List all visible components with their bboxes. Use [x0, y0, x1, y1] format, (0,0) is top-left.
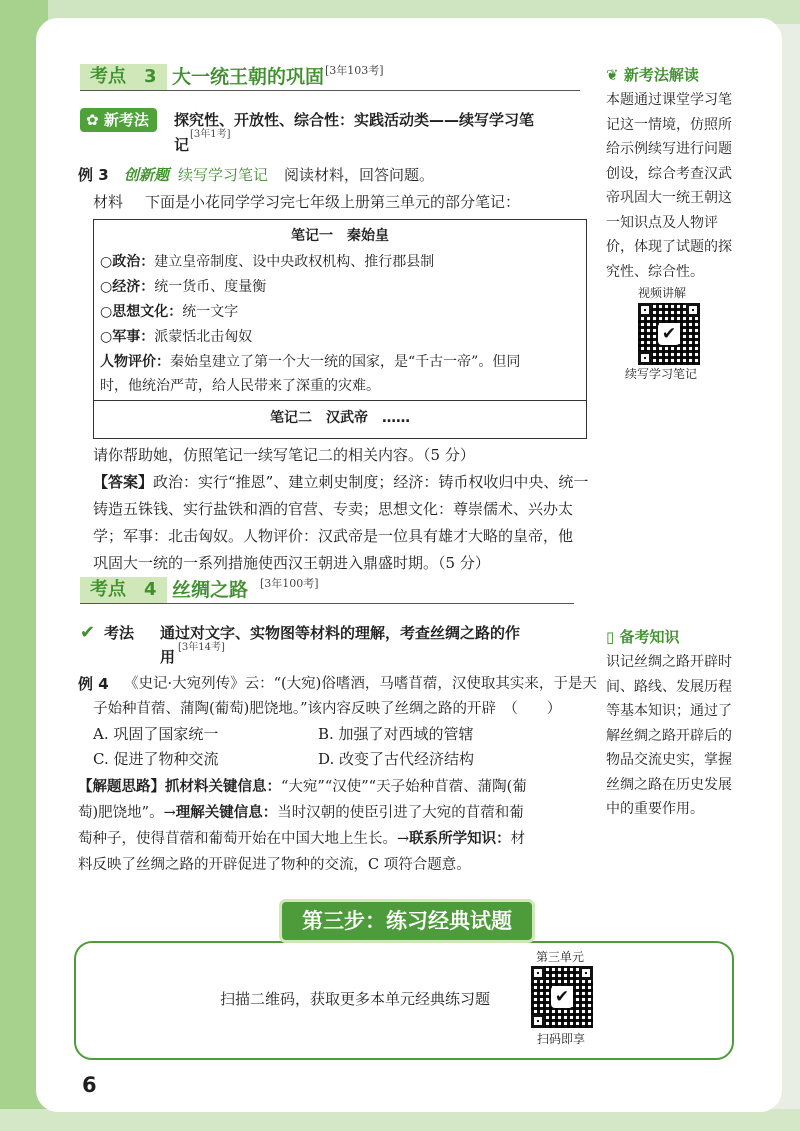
- note-row-politics: [100, 250, 434, 274]
- method-line2: 用: [160, 648, 176, 666]
- sidebar-text-1: 本题通过课堂学习笔记这一情境，仿照所给示例续写进行问题创设，综合考查汉武帝巩固大一统王朝这一知识点及人物评价，体现了试题的探究性、综合性。: [606, 92, 732, 280]
- notes-table: [93, 219, 587, 439]
- section-3-tag-text: 考点: [90, 66, 126, 87]
- solution-4-key1: 抓材料关键信息：: [165, 779, 281, 795]
- qr-corner: [638, 303, 652, 317]
- practice-qr-code[interactable]: [531, 966, 593, 1028]
- note-row-economy-key: ○经济：: [100, 279, 155, 295]
- new-method-line1: 探究性、开放性、综合性：实践活动类——续写学习笔: [174, 111, 535, 129]
- note-eval-line1: [100, 350, 520, 374]
- note-eval-text1: 秦始皇建立了第一个大一统的国家，是“千古一帝”。但同: [170, 354, 521, 370]
- check-icon: ✔: [80, 622, 96, 643]
- option-a: A. 巩固了国家统一: [93, 725, 219, 743]
- example-3-prompt: 阅读材料，回答问题。: [284, 166, 435, 184]
- solution-4-line3: [78, 827, 525, 851]
- page-number: 6: [82, 1073, 97, 1097]
- step-3-banner: 第三步：练习经典试题: [282, 902, 532, 940]
- note-1-title: 笔记一 秦始皇: [291, 228, 389, 244]
- section-3-tag: [80, 64, 167, 90]
- frame-bottom: [0, 1109, 800, 1131]
- example-3-tag: 创新题: [124, 166, 170, 184]
- solution-4-text1: “大宛”“汉使”“天子始种苜蓿、蒲陶(葡: [281, 779, 527, 795]
- checkmark-icon: ✔: [551, 986, 573, 1008]
- solution-4-line4: 料反映了丝绸之路的开辟促进了物种的交流，C 项符合题意。: [78, 857, 471, 873]
- new-method-badge: [80, 108, 157, 132]
- section-3-header: [80, 64, 580, 91]
- new-method-line2: 记: [174, 136, 190, 154]
- section-3-title: 大一统王朝的巩固: [172, 66, 325, 88]
- note-row-culture-val: 统一文字: [182, 304, 239, 320]
- notes-divider: [94, 400, 586, 401]
- solution-4-label: 【解题思路】: [78, 779, 165, 795]
- unit-label: 第三单元: [536, 950, 585, 964]
- section-3-sup: [3年103考]: [325, 64, 384, 77]
- note-row-culture: [100, 300, 238, 324]
- option-c: C. 促进了物种交流: [93, 750, 219, 768]
- example-4-label: 例 4: [78, 675, 109, 693]
- sidebar-title-1-text: 新考法解读: [623, 66, 699, 84]
- solution-4-key3: 联系所学知识：: [409, 831, 511, 847]
- solution-4-text2a: 萄)肥饶地”。→: [78, 805, 176, 821]
- answer-3-line3: 学；军事：北击匈奴。人物评价：汉武帝是一位具有雄才大略的皇帝，他: [93, 527, 574, 545]
- section-4-header: [80, 577, 574, 604]
- note-eval-key: 人物评价：: [100, 354, 170, 370]
- example-4-line2: 子始种苜蓿、蒲陶(葡萄)肥饶地。”该内容反映了丝绸之路的开辟 （ ）: [93, 701, 562, 717]
- scan-caption: 扫码即享: [537, 1032, 586, 1046]
- sidebar-title-1: [606, 64, 699, 85]
- sidebar-title-2-text: 备考知识: [619, 628, 680, 646]
- example-4-line1: 《史记·大宛列传》云：“(大宛)俗嗜酒，马嗜苜蓿，汉使取其实来，于是天: [124, 676, 597, 692]
- answer-3-line4: 巩固大一统的一系列措施使西汉王朝进入鼎盛时期。（5 分）: [93, 554, 490, 572]
- answer-3-label: 【答案】: [93, 473, 154, 491]
- qr-corner: [579, 966, 593, 980]
- note-row-military-key: ○军事：: [100, 329, 155, 345]
- material-text: 下面是小花同学学习完七年级上册第三单元的部分笔记：: [145, 193, 521, 211]
- note-row-politics-val: 建立皇帝制度、设中央政权机构、推行郡县制: [154, 254, 435, 270]
- solution-4-key2: 理解关键信息：: [175, 805, 278, 821]
- section-3-number: 3: [144, 66, 157, 87]
- answer-3-text1: 政治：实行“推恩”、建立刺史制度；经济：铸币权收归中央、统一: [153, 473, 589, 491]
- section-4-tag-text: 考点: [90, 579, 126, 600]
- solution-4-text3a: 萄种子，使得苜蓿和葡萄开始在中国大地上生长。→: [78, 831, 410, 847]
- qr-corner: [686, 303, 700, 317]
- option-d: D. 改变了古代经济结构: [318, 750, 475, 768]
- section-4-sup: [3年100考]: [260, 577, 319, 590]
- note-row-culture-key: ○思想文化：: [100, 304, 183, 320]
- solution-4-text2b: 当时汉朝的使臣引进了大宛的苜蓿和葡: [277, 805, 524, 821]
- section-4-number: 4: [144, 579, 157, 600]
- note-row-economy: [100, 275, 266, 299]
- video-qr-code[interactable]: [638, 303, 700, 365]
- method-sup: [3年14考]: [178, 642, 225, 653]
- qr-corner: [531, 966, 545, 980]
- video-label: 视频讲解: [638, 286, 687, 300]
- answer-3-line1: [93, 470, 588, 494]
- leaf-icon: ❦: [606, 66, 619, 84]
- new-method-badge-label: 新考法: [103, 111, 149, 129]
- scan-text: 扫描二维码，获取更多本单元经典练习题: [220, 990, 491, 1008]
- solution-4-line2: [78, 801, 524, 825]
- qr-corner: [531, 1014, 545, 1028]
- method-line1: 通过对文字、实物图等材料的理解，考查丝绸之路的作: [160, 624, 521, 642]
- section-4-title: 丝绸之路: [172, 579, 249, 601]
- book-icon: ▯: [606, 628, 615, 646]
- option-b: B. 加强了对西域的管辖: [318, 725, 474, 743]
- note-row-military: [100, 325, 252, 349]
- answer-3-line2: 铸造五铢钱、实行盐铁和酒的官营、专卖；思想文化：尊崇儒术、兴办太: [93, 500, 574, 518]
- example-3-label: 例 3: [78, 166, 109, 184]
- lightbulb-icon: ✿: [86, 111, 99, 129]
- video-caption: 续写学习笔记: [625, 367, 698, 381]
- qr-corner: [638, 351, 652, 365]
- note-row-politics-key: ○政治：: [100, 254, 155, 270]
- example-3-topic: 续写学习笔记: [178, 166, 269, 184]
- sidebar-title-2: [606, 626, 680, 647]
- note-2-title: 笔记二 汉武帝 ……: [270, 410, 410, 426]
- method-label: 考法: [104, 624, 135, 642]
- sidebar-text-2: 识记丝绸之路开辟时间、路线、发展历程等基本知识；通过了解丝绸之路开辟后的物品交流史实，掌握丝绸之路在历史发展中的重要作用。: [606, 654, 732, 817]
- solution-4-text3b: 材: [510, 831, 526, 847]
- checkmark-icon: ✔: [658, 323, 680, 345]
- section-4-tag: [80, 577, 167, 603]
- note-eval-line2: 时，他统治严苛，给人民带来了深重的灾难。: [100, 378, 380, 394]
- new-method-sup: [3年1考]: [190, 129, 231, 140]
- solution-4-line1: [78, 775, 527, 799]
- question-3: 请你帮助她，仿照笔记一续写笔记二的相关内容。（5 分）: [93, 446, 475, 464]
- note-row-economy-val: 统一货币、度量衡: [154, 279, 267, 295]
- material-label: 材料: [93, 193, 124, 211]
- note-row-military-val: 派蒙恬北击匈奴: [154, 329, 253, 345]
